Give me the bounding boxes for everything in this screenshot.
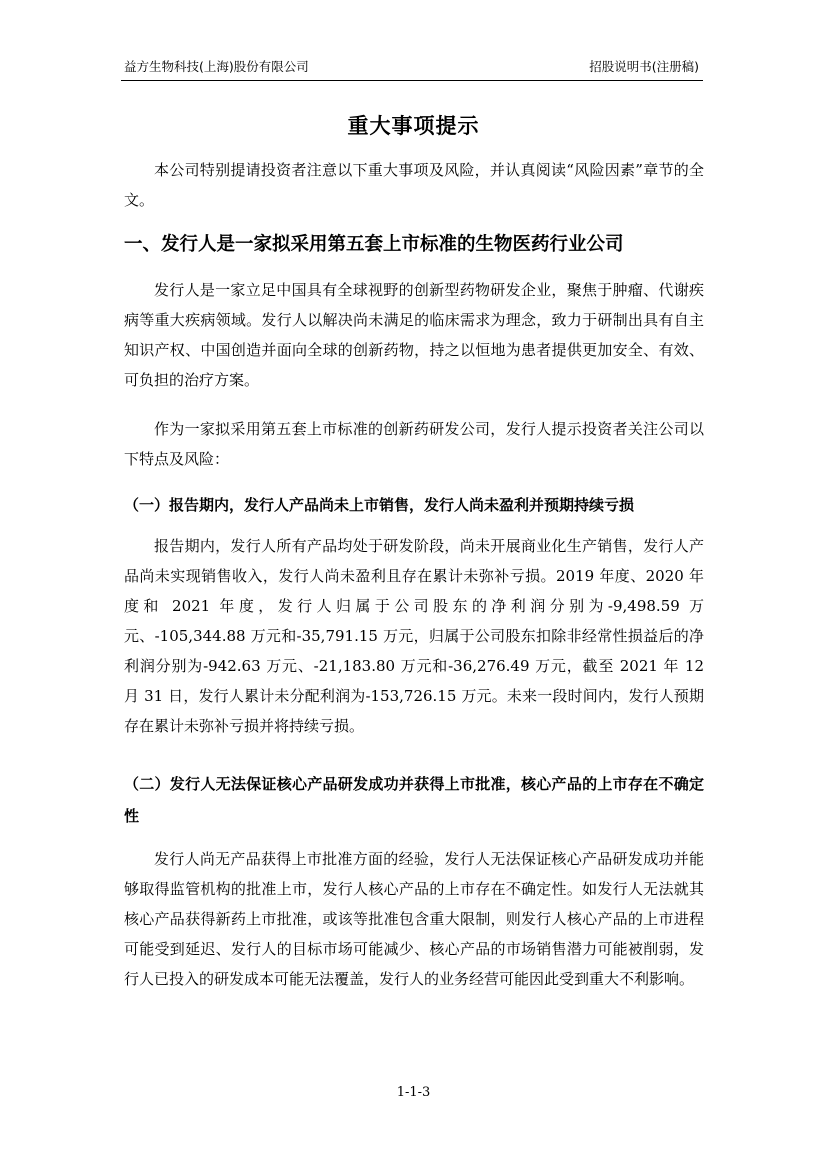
header-divider <box>121 80 703 81</box>
subsection-2-heading: （二）发行人无法保证核心产品研发成功并获得上市批准，核心产品的上市存在不确定性 <box>124 775 704 825</box>
section-1-paragraph-1: 发行人是一家立足中国具有全球视野的创新型药物研发企业，聚焦于肿瘤、代谢疾病等重大疾病领域。发行人以解决尚未满足的临床需求为理念，致力于研制出具有自主知识产权、中国创造并面向全球的创新药物，持之以恒地为患者提供更加安全、有效、可负担的治疗方案。 <box>124 281 704 389</box>
header-document-type: 招股说明书(注册稿) <box>589 59 699 74</box>
header-company-name: 益方生物科技(上海)股份有限公司 <box>124 59 309 74</box>
subsection-1-body: 报告期内，发行人所有产品均处于研发阶段，尚未开展商业化生产销售，发行人产品尚未实现销售收入，发行人尚未盈利且存在累计未弥补亏损。2019 年度、2020 年度和 2021 年度，发行人归属于公司股东的净利润分别为-9,498.59 万元、-105,344.88 万元和-35,791.15 万元，归属于公司股东扣除非经常性损益后的净利润分别为-942.63 万元、-21,183.80 万元和-36,276.49 万元，截至 2021 年 12 月 31 日，发行人累计未分配利润为-153,726.15 万元。未来一段时间内，发行人预期存在累计未弥补亏损并将持续亏损。 <box>124 537 704 735</box>
section-1-paragraph-2: 作为一家拟采用第五套上市标准的创新药研发公司，发行人提示投资者关注公司以下特点及风险： <box>124 420 704 468</box>
intro-paragraph: 本公司特别提请投资者注意以下重大事项及风险，并认真阅读“风险因素”章节的全文。 <box>124 161 704 209</box>
page-number: 1-1-3 <box>396 1085 431 1100</box>
page-title: 重大事项提示 <box>347 114 480 138</box>
subsection-1-heading: （一）报告期内，发行人产品尚未上市销售，发行人尚未盈利并预期持续亏损 <box>124 496 635 514</box>
subsection-2-body: 发行人尚无产品获得上市批准方面的经验，发行人无法保证核心产品研发成功并能够取得监管机构的批准上市，发行人核心产品的上市存在不确定性。如发行人无法就其核心产品获得新药上市批准，或该等批准包含重大限制，则发行人核心产品的上市进程可能受到延迟、发行人的目标市场可能减少、核心产品的市场销售潜力可能被削弱，发行人已投入的研发成本可能无法覆盖，发行人的业务经营可能因此受到重大不利影响。 <box>124 850 704 988</box>
section-1-heading: 一、发行人是一家拟采用第五套上市标准的生物医药行业公司 <box>124 234 624 255</box>
